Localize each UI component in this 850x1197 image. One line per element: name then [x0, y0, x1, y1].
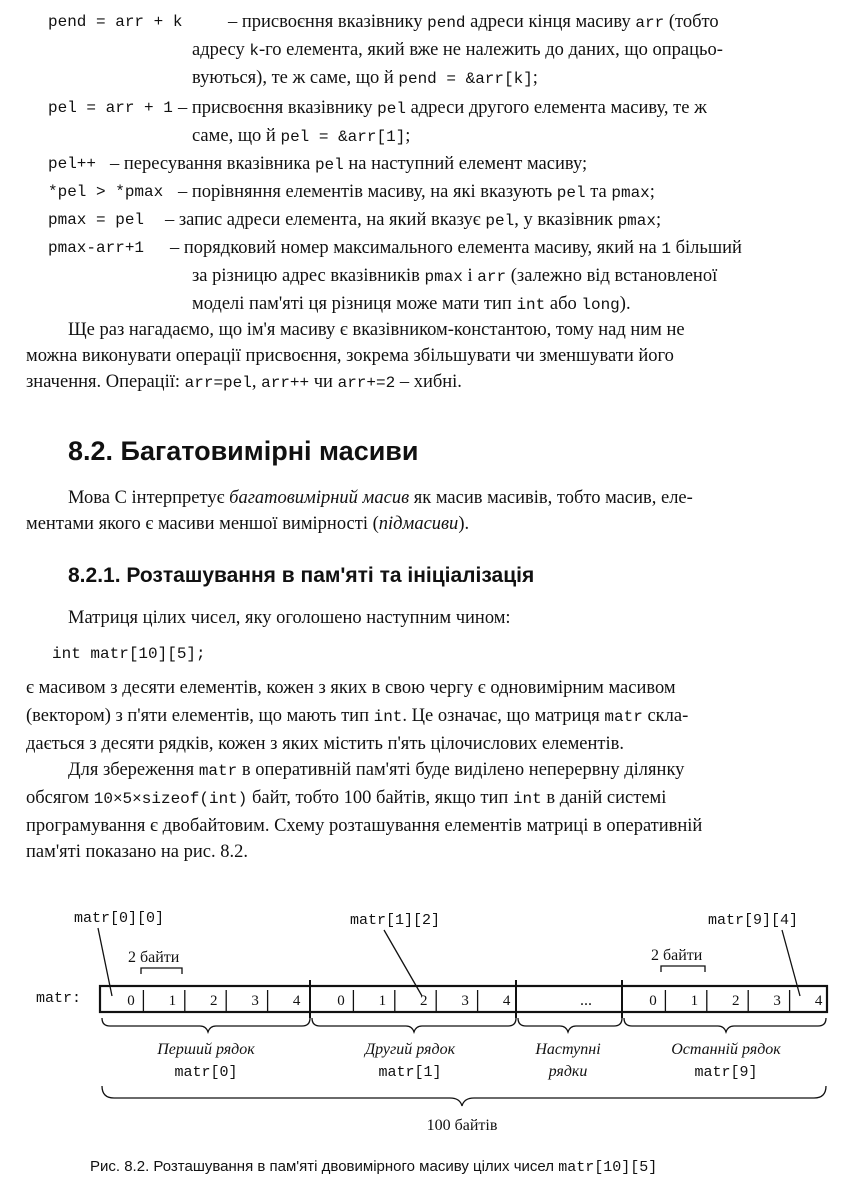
def-line: – запис адреси елемента, на який вказує pel, у вказівник pmax;: [165, 210, 662, 230]
group-sublabel: рядки: [548, 1063, 588, 1080]
paragraph-line: ментами якого є масиви меншої вимірності (підмасиви).: [26, 514, 470, 534]
group-label: Останній рядок: [671, 1041, 781, 1058]
cell-index: 1: [378, 993, 387, 1009]
paragraph-line: є масивом з десяти елементів, кожен з яких в свою чергу є одновимірним масивом: [26, 678, 676, 698]
cell-index: 3: [773, 993, 781, 1009]
paragraph-line: Для збереження matr в оперативній пам'яті буде виділено неперервну ділянку: [68, 760, 685, 780]
paragraph-line: програмування є двобайтовим. Схему розташування елементів матриці в оперативній: [26, 816, 703, 836]
cell-index: 1: [168, 993, 177, 1009]
paragraph-line: обсягом 10×5×sizeof(int) байт, тобто 100 байтів, якщо тип int в даній системі: [26, 788, 667, 808]
paragraph-line: Мова С інтерпретує багатовимірний масив як масив масивів, тобто масив, еле-: [68, 488, 693, 508]
group-sublabel: matr[1]: [378, 1064, 442, 1081]
subsection-heading: 8.2.1. Розташування в пам'яті та ініціалізація: [68, 564, 535, 587]
pointer-label: matr[0][0]: [74, 910, 165, 927]
group-label: Наступні: [535, 1041, 601, 1058]
def-term: pmax-arr+1: [48, 239, 145, 257]
cell-index: 2: [420, 993, 428, 1009]
cell-index: 2: [732, 993, 740, 1009]
cell-index: 0: [127, 993, 135, 1009]
bytes-label: 2 байти: [651, 947, 703, 964]
def-term: pel++: [48, 155, 97, 173]
paragraph-line: можна виконувати операції присвоєння, зокрема збільшувати чи зменшувати його: [26, 346, 674, 366]
cell-index: 3: [461, 993, 469, 1009]
cell-index: 4: [502, 993, 511, 1009]
def-line: адресу k-го елемента, який вже не належить до даних, що опрацьо-: [192, 40, 723, 60]
pointer-label: matr[1][2]: [350, 912, 441, 929]
cell-index: 2: [210, 993, 218, 1009]
total-label: 100 байтів: [426, 1117, 498, 1134]
paragraph-line: Ще раз нагадаємо, що ім'я масиву є вказівником-константою, тому над ним не: [68, 320, 685, 340]
def-line: за різницю адрес вказівників pmax і arr (залежно від встановленої: [192, 266, 718, 286]
section-heading: 8.2. Багатовимірні масиви: [68, 436, 419, 466]
bytes-label: 2 байти: [128, 949, 180, 966]
paragraph-line: значення. Операції: arr=pel, arr++ чи arr+=2 – хибні.: [26, 372, 462, 392]
cell-index: 4: [292, 993, 301, 1009]
def-term: pel = arr + 1: [48, 99, 173, 117]
ellipsis: ...: [580, 992, 592, 1009]
row-label: matr:: [36, 990, 82, 1007]
cell-index: 1: [690, 993, 699, 1009]
pointer-label: matr[9][4]: [708, 912, 799, 929]
group-label: Другий рядок: [364, 1041, 456, 1058]
paragraph-line: дається з десяти рядків, кожен з яких містить п'ять цілочислових елементів.: [26, 734, 624, 754]
def-term: pmax = pel: [48, 211, 145, 229]
paragraph-line: Матриця цілих чисел, яку оголошено наступним чином:: [68, 608, 511, 628]
def-term: pend = arr + k: [48, 13, 183, 31]
def-line: моделі пам'яті ця різниця може мати тип int або long).: [192, 294, 631, 314]
cell-index: 3: [251, 993, 259, 1009]
figure-caption: Рис. 8.2. Розташування в пам'яті двовимірного масиву цілих чисел matr[10][5]: [90, 1158, 658, 1176]
def-line: вуються), те ж саме, що й pend = &arr[k];: [192, 68, 538, 88]
paragraph-line: (вектором) з п'яти елементів, що мають тип int. Це означає, що матриця matr скла-: [26, 706, 689, 726]
def-line: – пересування вказівника pel на наступний елемент масиву;: [110, 154, 588, 174]
def-line: саме, що й pel = &arr[1];: [192, 126, 411, 146]
memory-layout-figure: [30, 900, 830, 1145]
group-label: Перший рядок: [157, 1041, 255, 1058]
def-term: *pel > *pmax: [48, 183, 164, 201]
code-line: int matr[10][5];: [52, 645, 206, 663]
def-line: – порядковий номер максимального елемента масиву, який на 1 більший: [170, 238, 742, 258]
def-line: – присвоєння вказівнику pel адреси другого елемента масиву, те ж: [178, 98, 707, 118]
group-sublabel: matr[0]: [174, 1064, 238, 1081]
cell-index: 0: [649, 993, 657, 1009]
cell-index: 4: [814, 993, 823, 1009]
paragraph-line: пам'яті показано на рис. 8.2.: [26, 842, 248, 862]
def-line: – присвоєння вказівнику pend адреси кінця масиву arr (тобто: [228, 12, 719, 32]
group-sublabel: matr[9]: [694, 1064, 758, 1081]
cell-index: 0: [337, 993, 345, 1009]
def-line: – порівняння елементів масиву, на які вказують pel та pmax;: [178, 182, 655, 202]
